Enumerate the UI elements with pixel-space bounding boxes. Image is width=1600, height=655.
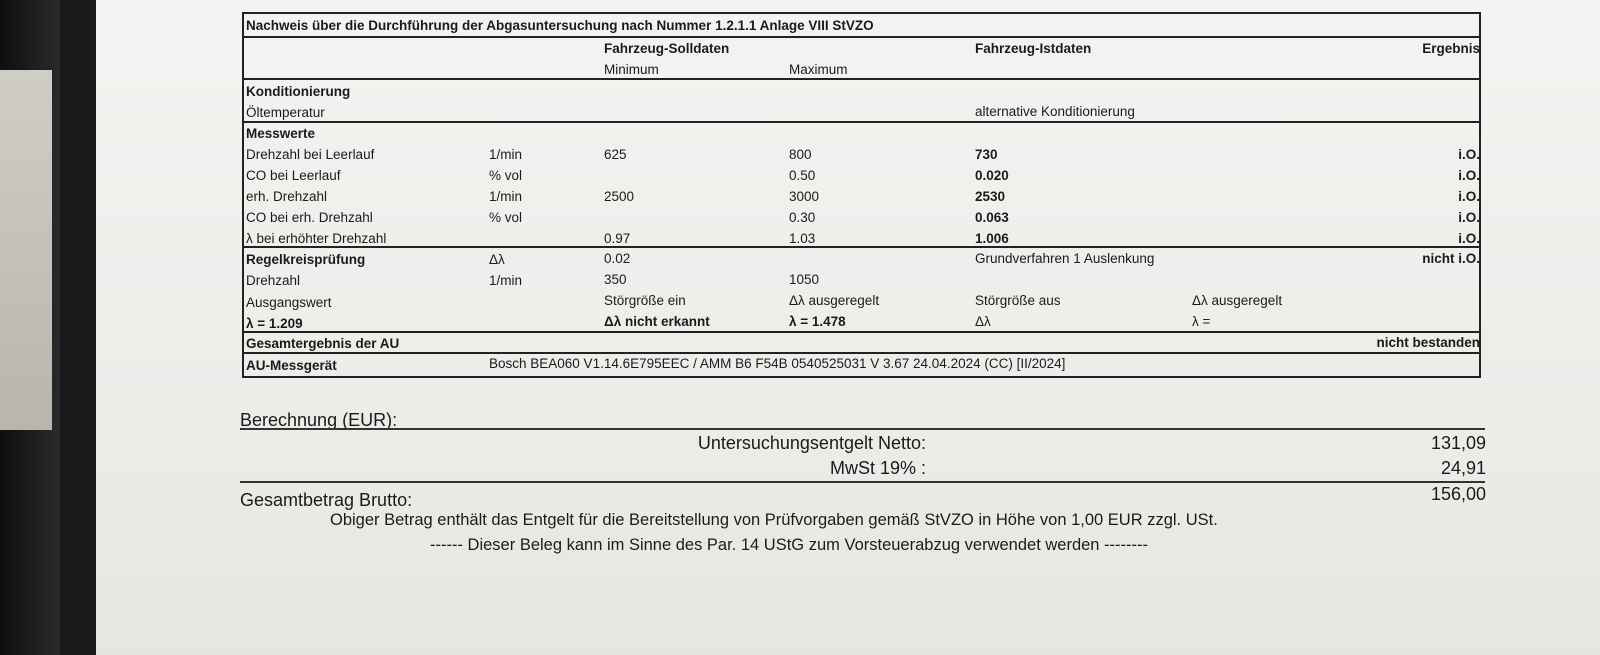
regelkreis-drehzahl-label: Drehzahl [246, 273, 301, 288]
gesamtergebnis-label: Gesamtergebnis der AU [246, 336, 400, 351]
measure-name: CO bei erh. Drehzahl [246, 210, 373, 225]
lambda-start-value: λ = 1.209 [246, 316, 303, 331]
messgeraet-label: AU-Messgerät [246, 358, 337, 373]
measure-unit: % vol [489, 168, 523, 183]
measure-result: i.O. [1458, 147, 1480, 162]
measure-ist: 0.063 [975, 210, 1009, 225]
measure-result: i.O. [1458, 210, 1480, 225]
table-rule [242, 352, 1481, 354]
measure-ist: 2530 [975, 189, 1006, 204]
alternative-konditionierung: alternative Konditionierung [975, 104, 1135, 119]
measure-max: 800 [789, 147, 812, 162]
table-rule [242, 331, 1481, 333]
section-messwerte: Messwerte [246, 126, 316, 141]
measure-min: 0.97 [604, 231, 631, 246]
gesamtergebnis-value: nicht bestanden [1376, 335, 1480, 350]
regelkreis-unit: Δλ [489, 252, 505, 267]
stoergroesse-ein: Störgröße ein [604, 293, 686, 308]
measure-ist: 0.020 [975, 168, 1009, 183]
measure-max: 0.50 [789, 168, 816, 183]
delta-lambda-nicht-erkannt: Δλ nicht erkannt [604, 314, 710, 329]
table-rule [242, 246, 1481, 248]
measure-result: i.O. [1458, 168, 1480, 183]
measure-max: 3000 [789, 189, 820, 204]
berechnung-total-rule [240, 481, 1485, 483]
measure-min: 625 [604, 147, 627, 162]
messgeraet-value: Bosch BEA060 V1.14.6E795EEC / AMM B6 F54B 0540525031 V 3.67 24.04.2024 (CC) [II/2024] [489, 356, 1066, 371]
footer-note: Obiger Betrag enthält das Entgelt für die Bereitstellung von Prüfvorgaben gemäß StVZO in Höhe von 1,00 EUR zzgl. USt. [330, 511, 1218, 529]
measure-name: erh. Drehzahl [246, 189, 328, 204]
au-table [242, 12, 1481, 378]
header-istdaten: Fahrzeug-Istdaten [975, 41, 1092, 56]
section-konditionierung: Konditionierung [246, 84, 351, 99]
brutto-value: 156,00 [1430, 484, 1486, 504]
measure-name: CO bei Leerlauf [246, 168, 341, 183]
oeltemperatur-label: Öltemperatur [246, 105, 325, 120]
berechnung-rule [240, 428, 1485, 430]
netto-value: 131,09 [1430, 433, 1486, 453]
berechnung-heading: Berechnung (EUR): [240, 410, 398, 430]
header-ergebnis: Ergebnis [1422, 41, 1480, 56]
measure-max: 0.30 [789, 210, 816, 225]
measure-ist: 730 [975, 147, 998, 162]
regelkreis-drehzahl-min: 350 [604, 272, 627, 287]
header-minimum: Minimum [604, 62, 659, 77]
brutto-label: Gesamtbetrag Brutto: [240, 490, 413, 510]
measure-result: i.O. [1458, 189, 1480, 204]
footer-vorsteuer: ------ Dieser Beleg kann im Sinne des Par. 14 UStG zum Vorsteuerabzug verwendet werden -------- [430, 536, 1149, 554]
measure-name: λ bei erhöhter Drehzahl [246, 231, 387, 246]
measure-ist: 1.006 [975, 231, 1009, 246]
background-object [0, 70, 52, 430]
header-maximum: Maximum [789, 62, 848, 77]
table-rule [242, 36, 1481, 38]
delta-lambda-empty: Δλ [975, 314, 991, 329]
table-rule [242, 121, 1481, 123]
netto-label: Untersuchungsentgelt Netto: [697, 433, 926, 453]
table-rule [242, 78, 1481, 80]
header-solldaten: Fahrzeug-Solldaten [604, 41, 730, 56]
section-regelkreispruefung: Regelkreisprüfung [246, 252, 366, 267]
measure-result: i.O. [1458, 231, 1480, 246]
mwst-label: MwSt 19% : [829, 458, 926, 478]
table-title: Nachweis über die Durchführung der Abgasuntersuchung nach Nummer 1.2.1.1 Anlage VIII StVZO [246, 18, 874, 33]
measure-min: 2500 [604, 189, 635, 204]
stoergroesse-aus: Störgröße aus [975, 293, 1061, 308]
regelkreis-result: nicht i.O. [1422, 251, 1480, 266]
lambda-value: λ = 1.478 [789, 314, 846, 329]
measure-name: Drehzahl bei Leerlauf [246, 147, 375, 162]
regelkreis-drehzahl-max: 1050 [789, 272, 820, 287]
regelkreis-drehzahl-unit: 1/min [489, 273, 523, 288]
measure-unit: % vol [489, 210, 523, 225]
lambda-empty: λ = [1192, 314, 1211, 329]
delta-lambda-ausgeregelt-2: Δλ ausgeregelt [1192, 293, 1283, 308]
regelkreis-ist: Grundverfahren 1 Auslenkung [975, 251, 1155, 266]
measure-unit: 1/min [489, 147, 523, 162]
delta-lambda-ausgeregelt: Δλ ausgeregelt [789, 293, 880, 308]
measure-max: 1.03 [789, 231, 816, 246]
regelkreis-value: 0.02 [604, 251, 631, 266]
mwst-value: 24,91 [1440, 458, 1486, 478]
measure-unit: 1/min [489, 189, 523, 204]
ausgangswert-label: Ausgangswert [246, 295, 332, 310]
